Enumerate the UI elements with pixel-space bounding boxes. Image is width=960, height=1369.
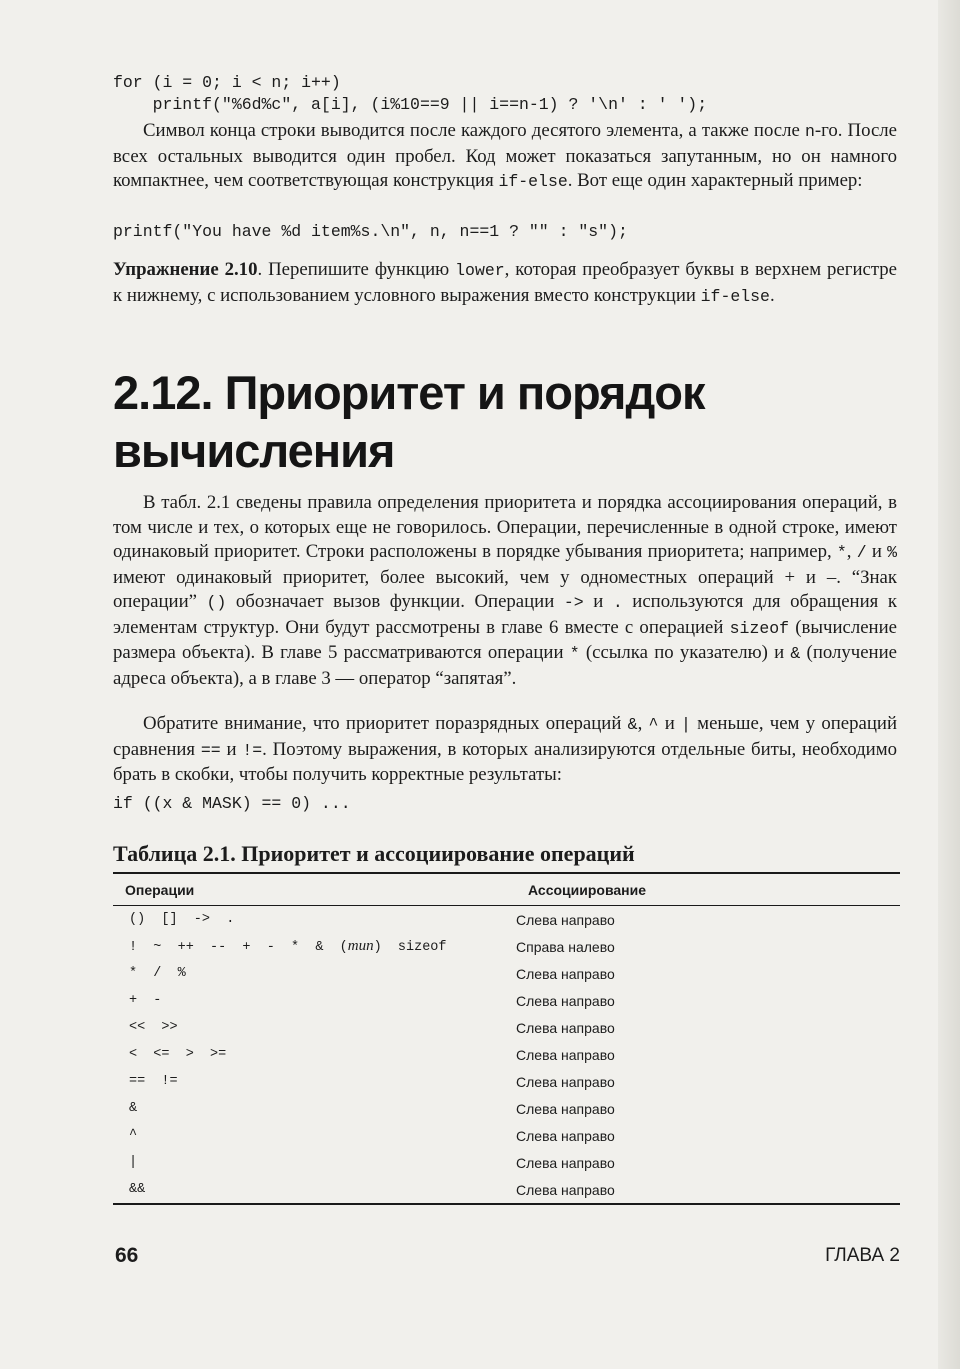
operators-cell: && xyxy=(129,1182,146,1197)
exercise-2-10: Упражнение 2.10. Перепишите функцию lower, которая преобразует буквы в верхнем регистре к нижнему, с использованием условного выражения вместо конструкции if-else. xyxy=(113,259,898,306)
associativity-cell: Слева направо xyxy=(516,1046,615,1063)
operators-cell: < <= > >= xyxy=(129,1047,227,1062)
operators-cell: << >> xyxy=(129,1020,178,1035)
column-header-operations: Операции xyxy=(113,873,516,906)
table-row xyxy=(113,933,900,960)
associativity-cell: Слева направо xyxy=(516,1154,615,1171)
paragraph-bitwise-note: Обратите внимание, что приоритет поразрядных операций &, ^ и | меньше, чем у операций сравнения == и !=. Поэтому выражения, в которых анализируются отдельные биты, необходимо брать в скобки, чтобы получить корректные результаты: xyxy=(113,713,897,785)
associativity-cell: Слева направо xyxy=(516,1127,615,1144)
table-row xyxy=(113,1014,900,1041)
table-caption: Таблица 2.1. Приоритет и ассоциирование операций xyxy=(113,841,635,866)
operators-cell: == != xyxy=(129,1074,178,1089)
table-row xyxy=(113,1041,900,1068)
table-row xyxy=(113,1095,900,1122)
section-heading: 2.12. Приоритет и порядок вычисления xyxy=(113,366,705,477)
code-line: for (i = 0; i < n; i++) xyxy=(113,73,341,92)
operators-cell: ! ~ ++ -- + - * & (тип) sizeof xyxy=(129,938,447,955)
table-row xyxy=(113,1176,900,1204)
chapter-label: ГЛАВА 2 xyxy=(825,1245,900,1266)
page-number: 66 xyxy=(115,1244,139,1267)
associativity-cell: Слева направо xyxy=(516,992,615,1009)
operators-cell: + - xyxy=(129,993,162,1008)
paragraph-newline-explanation: Символ конца строки выводится после каждого десятого элемента, а также после n-го. После всех остальных выводится один пробел. Код может показаться запутанным, но он намного компактнее, чем соответствующая конструкция if-else. Вот еще один характерный пример: xyxy=(113,120,897,191)
table-header-row xyxy=(113,873,900,906)
operators-cell: | xyxy=(129,1155,138,1170)
associativity-cell: Слева направо xyxy=(516,1100,615,1117)
associativity-cell: Слева направо xyxy=(516,965,615,982)
operators-cell: * / % xyxy=(129,966,186,981)
exercise-label: Упражнение 2.10 xyxy=(113,259,258,280)
operators-cell: & xyxy=(129,1101,138,1116)
operators-cell: () [] -> . xyxy=(129,912,235,927)
code-line-printf-example: printf("You have %d item%s.\n", n, n==1 ? "" : "s"); xyxy=(113,222,628,241)
associativity-cell: Слева направо xyxy=(516,1073,615,1090)
associativity-cell: Справа налево xyxy=(516,938,615,955)
column-header-associativity: Ассоциирование xyxy=(516,873,900,906)
table-row xyxy=(113,906,900,934)
associativity-cell: Слева направо xyxy=(516,1181,615,1198)
associativity-cell: Слева направо xyxy=(516,1019,615,1036)
code-line-mask-example: if ((x & MASK) == 0) ... xyxy=(113,794,351,813)
table-row xyxy=(113,960,900,987)
type-placeholder: тип xyxy=(347,938,374,954)
paragraph-precedence-table-intro: В табл. 2.1 сведены правила определения приоритета и порядка ассоциирования операций, в том числе и тех, о которых еще не говорилось. Операции, перечисленные в одной строке, имеют одинаковый приоритет. Строки расположены в порядке убывания приоритета; например, *, / и % имеют одинаковый приоритет, более высокий, чем у одноместных операций + и –. “Знак операции” () обозначает вызов функции. Операции -> и . используются для обращения к элементам структур. Они будут рассмотрены в главе 6 вместе с операцией sizeof (вычисление размера объекта). В главе 5 рассматриваются операции * (ссылка по указателю) и & (получение адреса объекта), а в главе 3 — оператор “запятая”. xyxy=(113,492,898,689)
table-row xyxy=(113,1149,900,1176)
table-row xyxy=(113,1122,900,1149)
code-block-loop xyxy=(113,72,903,116)
page-edge xyxy=(938,0,960,1369)
code-line: printf("%6d%c", a[i], (i%10==9 || i==n-1) ? '\n' : ' '); xyxy=(113,95,708,114)
table-row xyxy=(113,1068,900,1095)
precedence-table xyxy=(113,872,900,1205)
associativity-cell: Слева направо xyxy=(516,911,615,928)
table-row xyxy=(113,987,900,1014)
operators-cell: ^ xyxy=(129,1128,138,1143)
